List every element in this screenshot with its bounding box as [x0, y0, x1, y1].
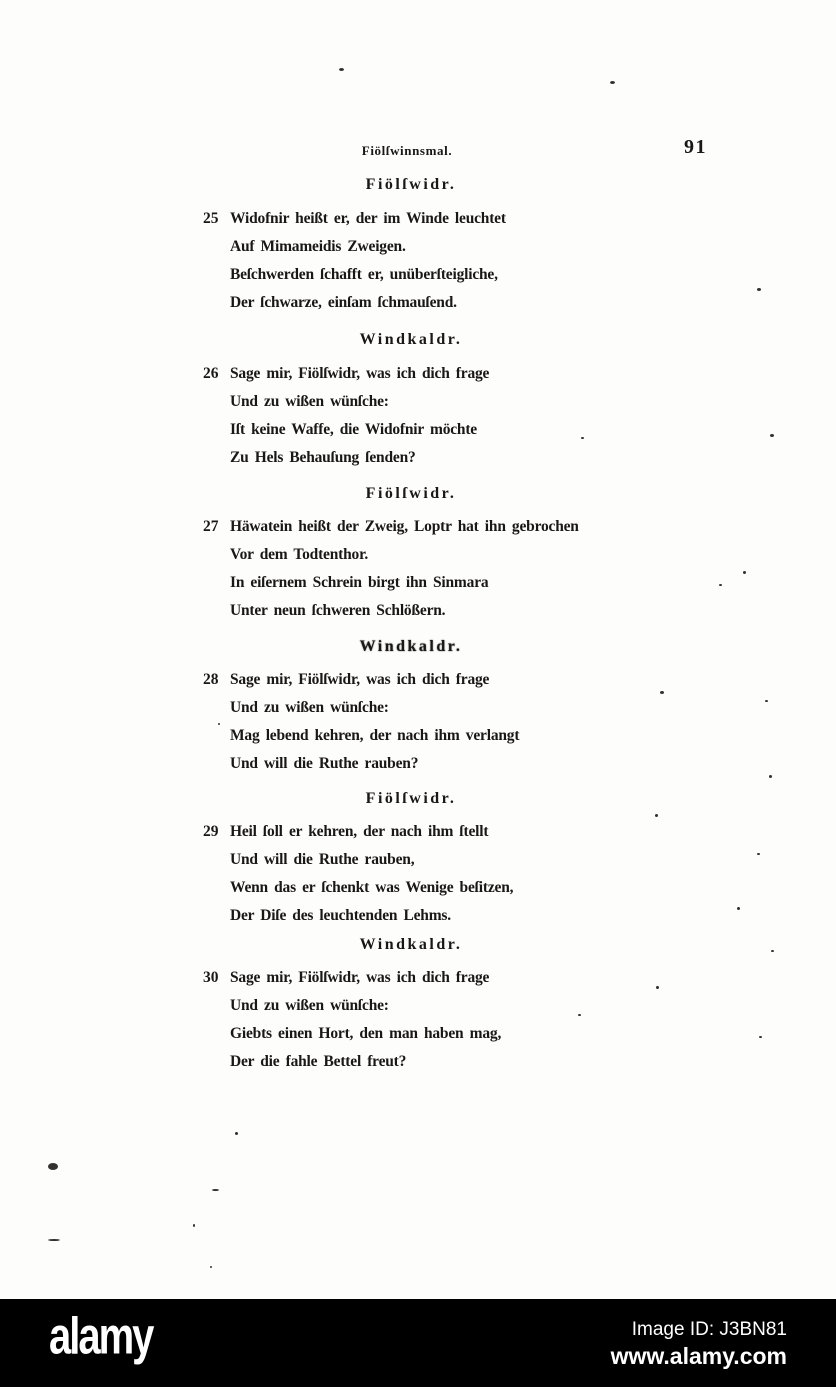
speaker-heading-fiolswidr: Fiölſwidr.: [365, 485, 457, 502]
verse-line: Widofnir heißt er, der im Winde leuchtet: [230, 210, 506, 227]
scan-speck: [759, 1036, 762, 1038]
scan-speck: [719, 584, 722, 586]
image-id-text: Image ID: J3BN81: [631, 1319, 787, 1340]
stanza-number: 30: [203, 969, 219, 986]
verse-line: Zu Hels Behauſung ſenden?: [230, 449, 416, 466]
speaker-heading-fiolswidr: Fiölſwidr.: [365, 176, 457, 193]
scan-speck: [771, 950, 774, 952]
speaker-heading-windkaldr: Windkaldr.: [359, 331, 463, 348]
verse-line: Heil ſoll er kehren, der nach ihm ſtellt: [230, 823, 489, 840]
verse-line: Iſt keine Waffe, die Widofnir möchte: [230, 421, 477, 438]
verse-line: Und zu wißen wünſche:: [230, 699, 389, 716]
verse-line: Der die fahle Bettel freut?: [230, 1053, 407, 1070]
verse-line: Giebts einen Hort, den man haben mag,: [230, 1025, 502, 1042]
scan-speck: [757, 288, 761, 291]
verse-line: In eiſernem Schrein birgt ihn Sinmara: [230, 574, 489, 591]
speaker-heading-fiolswidr: Fiölſwidr.: [365, 790, 457, 807]
stanza-26: [203, 360, 673, 472]
verse-line: Sage mir, Fiölſwidr, was ich dich frage: [230, 969, 490, 986]
scan-speck: [743, 571, 746, 574]
speaker-heading-windkaldr: Windkaldr.: [359, 936, 463, 953]
verse-line: Sage mir, Fiölſwidr, was ich dich frage: [230, 671, 490, 688]
verse-line: Wenn das er ſchenkt was Wenige beſitzen,: [230, 879, 514, 896]
scan-speck: [610, 81, 615, 84]
verse-line: Und zu wißen wünſche:: [230, 393, 389, 410]
scan-speck: [210, 1266, 212, 1268]
scan-speck: [655, 814, 658, 817]
scan-speck: [770, 434, 774, 437]
stanza-number: 26: [203, 365, 219, 382]
scan-speck: [212, 1189, 219, 1191]
scan-speck: [660, 691, 664, 694]
verse-line: Beſchwerden ſchafft er, unüberſteigliche,: [230, 266, 498, 283]
watermark-text-block: [611, 1319, 787, 1369]
scan-speck: [656, 986, 659, 989]
verse-line: Und zu wißen wünſche:: [230, 997, 389, 1014]
verse-line: Auf Mimameidis Zweigen.: [230, 238, 406, 255]
stanza-number: 28: [203, 671, 219, 688]
verse-line: Vor dem Todtenthor.: [230, 546, 369, 563]
stanza-29: [203, 818, 673, 930]
speaker-heading-windkaldr: Windkaldr.: [359, 638, 463, 655]
scan-speck: [765, 700, 768, 702]
scan-speck: [48, 1163, 58, 1170]
verse-line: Und will die Ruthe rauben?: [230, 755, 419, 772]
verse-line: Und will die Ruthe rauben,: [230, 851, 415, 868]
alamy-url-text: www.alamy.com: [610, 1343, 787, 1369]
scan-speck: [737, 907, 740, 910]
scan-speck: [193, 1224, 195, 1227]
verse-line: Häwatein heißt der Zweig, Loptr hat ihn gebrochen: [230, 518, 579, 535]
scan-speck: [48, 1239, 60, 1241]
stanza-number: 29: [203, 823, 219, 840]
verse-line: Sage mir, Fiölſwidr, was ich dich frage: [230, 365, 490, 382]
scan-speck: [578, 1014, 581, 1016]
alamy-watermark-bar: [0, 1299, 836, 1387]
scan-speck: [339, 68, 344, 71]
stanza-28: [203, 666, 673, 778]
scan-speck: [769, 775, 772, 778]
scan-speck: [218, 723, 220, 725]
page-number: 91: [684, 136, 707, 158]
stanza-number: 27: [203, 518, 219, 535]
scan-speck: [757, 853, 760, 855]
stanza-number: 25: [203, 210, 219, 227]
stanza-27: [203, 513, 673, 625]
stanza-30: [203, 964, 673, 1076]
stanza-25: [203, 205, 673, 317]
verse-line: Der ſchwarze, einſam ſchmauſend.: [230, 294, 457, 311]
verse-line: Unter neun ſchweren Schlößern.: [230, 602, 446, 619]
verse-line: Mag lebend kehren, der nach ihm verlangt: [230, 727, 520, 744]
scan-speck: [235, 1132, 238, 1135]
running-header: Fiölſwinnsmal.: [361, 143, 453, 158]
alamy-logo: alamy: [49, 1308, 153, 1366]
verse-line: Der Diſe des leuchtenden Lehms.: [230, 907, 451, 924]
scan-speck: [581, 437, 584, 439]
